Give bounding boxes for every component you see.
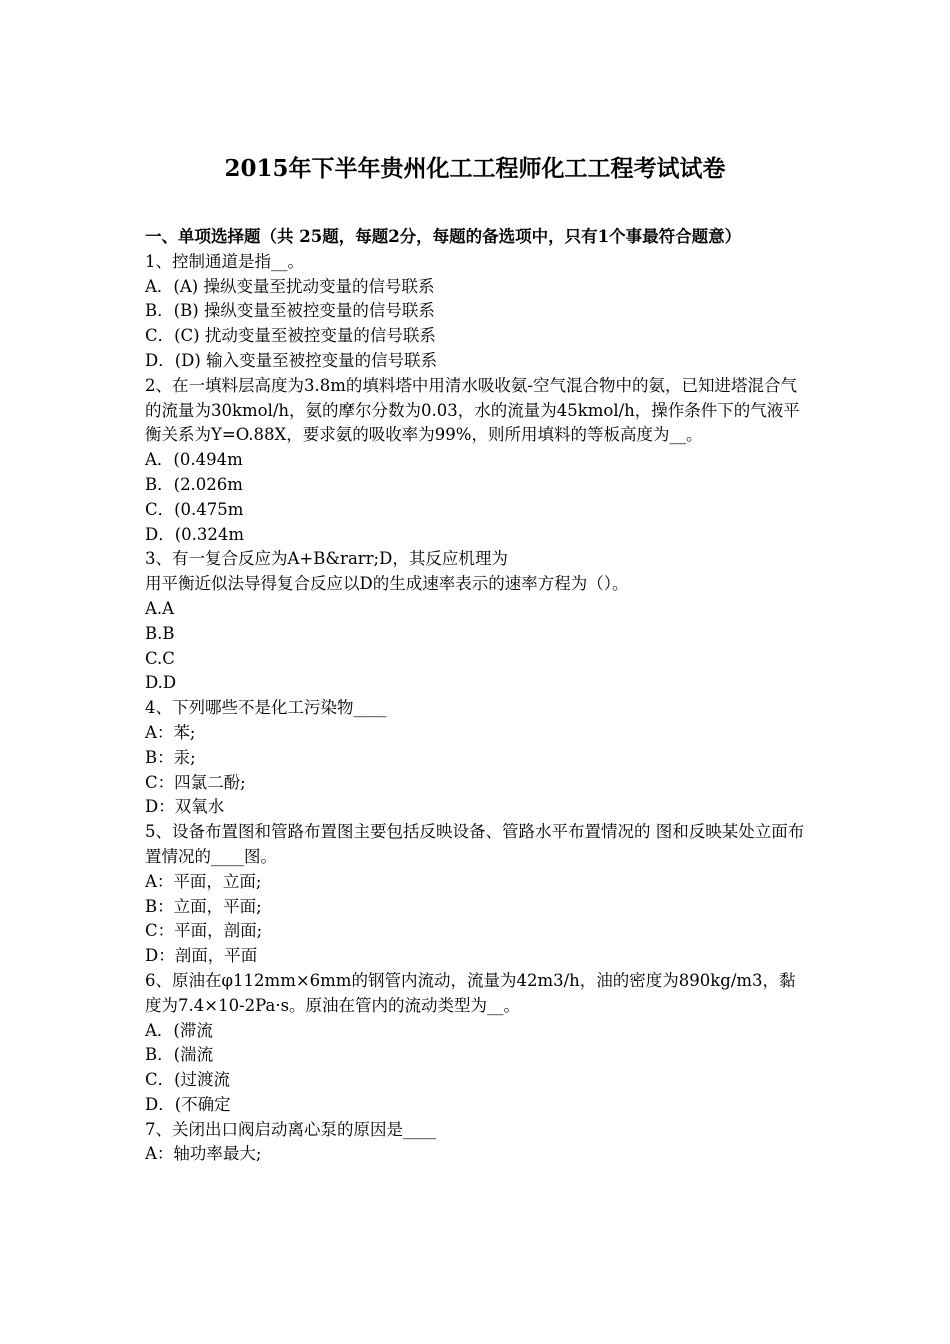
option-line: B．(2.026m (145, 474, 243, 494)
option-line: D.D (145, 673, 177, 693)
option-line: C：四氯二酚; (145, 772, 246, 792)
option-line: C.C (145, 648, 175, 668)
question-5-stem: 5、设备布置图和管路布置图主要包括反映设备、管路水平布置情况的 图和反映某处立面布置情况的____图。 (145, 822, 805, 866)
option-line: A．(滞流 (145, 1020, 213, 1040)
option-line: A：平面，立面; (145, 871, 262, 891)
option-line: B：立面，平面; (145, 896, 262, 916)
question-2-stem: 2、在一填料层高度为3.8m的填料塔中用清水吸收氨-空气混合物中的氨，已知进塔混合气的流量为30kmol/h，氨的摩尔分数为0.03，水的流量为45kmol/h，操作条件下的气液平衡关系为Y=O.88X，要求氨的吸收率为99%，则所用填料的等板高度为__。 (145, 375, 800, 445)
option-line: A：轴功率最大; (145, 1144, 262, 1164)
question-1-stem: 1、控制通道是指__。 (145, 251, 304, 271)
document-body (145, 225, 810, 1167)
option-line: B．(B) 操纵变量至被控变量的信号联系 (145, 301, 435, 321)
option-line: A.A (145, 598, 175, 618)
option-line: B：汞; (145, 747, 196, 767)
question-4-stem: 4、下列哪些不是化工污染物____ (145, 698, 387, 718)
option-line: D：剖面，平面 (145, 946, 258, 966)
option-line: C：平面，剖面; (145, 921, 263, 941)
option-line: D．(D) 输入变量至被控变量的信号联系 (145, 350, 438, 370)
document-title: 2015年下半年贵州化工工程师化工工程考试试卷 (224, 155, 726, 182)
section-heading: 一、单项选择题（共 25题，每题2分，每题的备选项中，只有1个事最符合题意） (145, 227, 742, 246)
option-line: C．(0.475m (145, 499, 244, 519)
option-line: C．(C) 扰动变量至被控变量的信号联系 (145, 326, 436, 346)
question-3-stem: 3、有一复合反应为A+B&rarr;D，其反应机理为 (145, 549, 508, 569)
option-line: D．(不确定 (145, 1094, 231, 1114)
option-line: D：双氧水 (145, 797, 225, 817)
option-line: A．(A) 操纵变量至扰动变量的信号联系 (145, 276, 435, 296)
option-line: A．(0.494m (145, 450, 243, 470)
option-line: A：苯; (145, 722, 196, 742)
option-line: C．(过渡流 (145, 1070, 231, 1090)
option-line: D．(0.324m (145, 524, 245, 544)
question-7-stem: 7、关闭出口阀启动离心泵的原因是____ (145, 1119, 436, 1139)
question-6-stem: 6、原油在φ112mm×6mm的钢管内流动，流量为42m3/h，油的密度为890kg/m3，黏度为7.4×10-2Pa·s。原油在管内的流动类型为__。 (145, 970, 796, 1015)
option-line: B．(湍流 (145, 1045, 214, 1065)
option-line: B.B (145, 623, 175, 643)
question-3-stem-continued: 用平衡近似法导得复合反应以D的生成速率表示的速率方程为（）。 (145, 574, 629, 594)
